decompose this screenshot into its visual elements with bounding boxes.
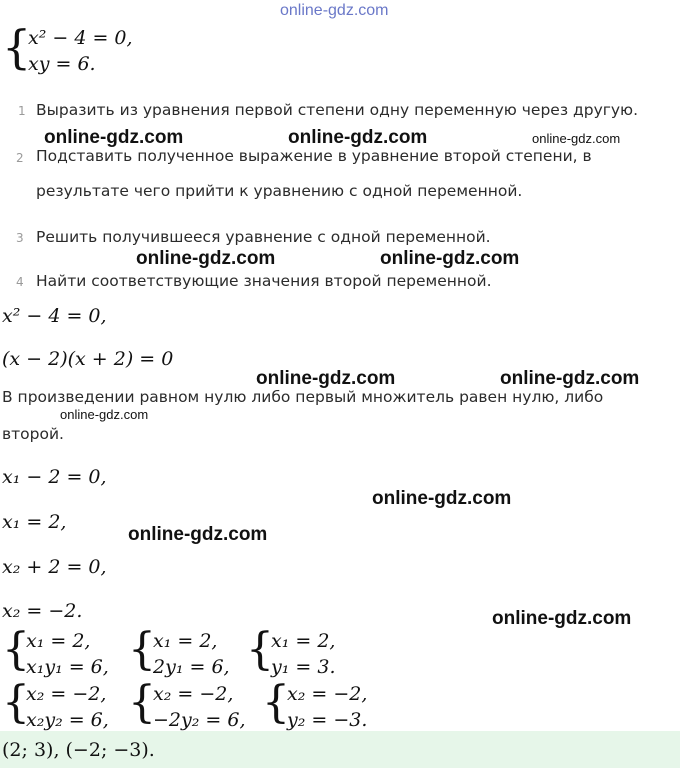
system-brace: { bbox=[2, 20, 32, 74]
step-number: 4 bbox=[16, 275, 24, 289]
system-line: x₂ = −2, bbox=[26, 683, 107, 705]
system-eq2: xy = 6. bbox=[28, 53, 96, 75]
answer-text: (2; 3), (−2; −3). bbox=[2, 739, 155, 761]
system-eq1: x² − 4 = 0, bbox=[28, 27, 133, 49]
watermark: online-gdz.com bbox=[500, 368, 640, 389]
solution-line: x² − 4 = 0, bbox=[2, 305, 107, 327]
watermark: online-gdz.com bbox=[288, 127, 428, 148]
solution-line: x₂ = −2. bbox=[2, 600, 83, 622]
system-line: x₁y₁ = 6, bbox=[26, 656, 109, 678]
step-number: 1 bbox=[18, 104, 26, 118]
watermark: online-gdz.com bbox=[128, 524, 268, 545]
watermark: online-gdz.com bbox=[492, 608, 632, 629]
step-text: Подставить полученное выражение в уравнение второй степени, в bbox=[36, 147, 592, 165]
watermark: online-gdz.com bbox=[44, 127, 184, 148]
system-line: 2y₁ = 6, bbox=[153, 656, 230, 678]
step-number: 2 bbox=[16, 151, 24, 165]
system-brace: { bbox=[128, 624, 156, 675]
system-line: x₂y₂ = 6, bbox=[26, 709, 109, 731]
solution-line: x₂ + 2 = 0, bbox=[2, 556, 107, 578]
system-line: x₁ = 2, bbox=[271, 630, 336, 652]
watermark: online-gdz.com bbox=[256, 368, 396, 389]
solution-line: x₁ − 2 = 0, bbox=[2, 466, 107, 488]
system-line: x₁ = 2, bbox=[26, 630, 91, 652]
system-brace: { bbox=[246, 624, 274, 675]
watermark-top: online-gdz.com bbox=[280, 2, 389, 19]
system-line: y₁ = 3. bbox=[271, 656, 336, 678]
step-text: Решить получившееся уравнение с одной переменной. bbox=[36, 228, 491, 246]
solution-line: x₁ = 2, bbox=[2, 511, 67, 533]
system-line: y₂ = −3. bbox=[287, 709, 368, 731]
watermark: online-gdz.com bbox=[372, 488, 512, 509]
explanation-text-continued: второй. bbox=[2, 425, 64, 443]
system-line: x₂ = −2, bbox=[153, 683, 234, 705]
system-line: x₁ = 2, bbox=[153, 630, 218, 652]
system-line: x₂ = −2, bbox=[287, 683, 368, 705]
step-number: 3 bbox=[16, 231, 24, 245]
step-text: Выразить из уравнения первой степени одну переменную через другую. bbox=[36, 101, 639, 119]
watermark: online-gdz.com bbox=[136, 248, 276, 269]
solution-line: (x − 2)(x + 2) = 0 bbox=[2, 348, 174, 370]
system-line: −2y₂ = 6, bbox=[153, 709, 246, 731]
watermark: online-gdz.com bbox=[60, 407, 149, 422]
system-brace: { bbox=[128, 677, 156, 728]
system-brace: { bbox=[2, 624, 30, 675]
explanation-text: В произведении равном нулю либо первый множитель равен нулю, либо bbox=[2, 388, 604, 406]
step-text: Найти соответствующие значения второй переменной. bbox=[36, 272, 492, 290]
step-text-continued: результате чего прийти к уравнению с одной переменной. bbox=[36, 182, 523, 200]
watermark: online-gdz.com bbox=[380, 248, 520, 269]
watermark: online-gdz.com bbox=[532, 131, 621, 146]
system-brace: { bbox=[2, 677, 30, 728]
system-brace: { bbox=[262, 677, 290, 728]
